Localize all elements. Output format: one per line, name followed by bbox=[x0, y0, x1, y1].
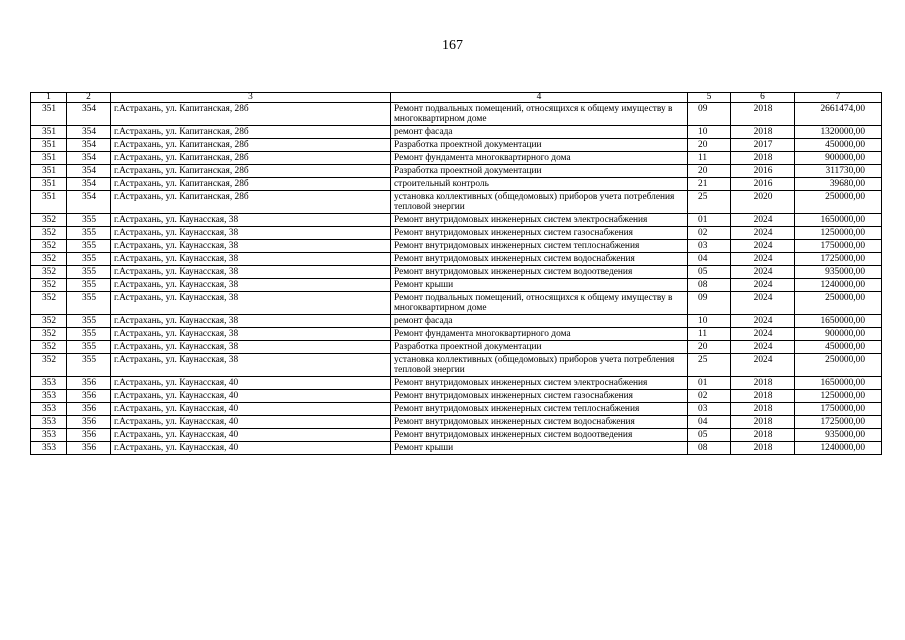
address-cell: г.Астрахань, ул. Капитанская, 28б bbox=[111, 139, 391, 152]
house-id-cell: 355 bbox=[67, 214, 111, 227]
row-index-cell: 352 bbox=[31, 292, 67, 315]
address-cell: г.Астрахань, ул. Каунасская, 38 bbox=[111, 315, 391, 328]
work-code-cell: 04 bbox=[688, 253, 731, 266]
page-number: 167 bbox=[442, 38, 463, 53]
cost-cell: 1250000,00 bbox=[795, 390, 882, 403]
work-code-cell: 11 bbox=[688, 328, 731, 341]
house-id-cell: 355 bbox=[67, 315, 111, 328]
work-code-cell: 10 bbox=[688, 126, 731, 139]
house-id-cell: 354 bbox=[67, 191, 111, 214]
address-cell: г.Астрахань, ул. Капитанская, 28б bbox=[111, 178, 391, 191]
house-id-cell: 354 bbox=[67, 165, 111, 178]
work-code-cell: 21 bbox=[688, 178, 731, 191]
cost-cell: 900000,00 bbox=[795, 152, 882, 165]
work-code-cell: 09 bbox=[688, 292, 731, 315]
address-cell: г.Астрахань, ул. Каунасская, 40 bbox=[111, 377, 391, 390]
house-id-cell: 355 bbox=[67, 279, 111, 292]
work-code-cell: 20 bbox=[688, 165, 731, 178]
house-id-cell: 355 bbox=[67, 227, 111, 240]
work-type-cell: Ремонт внутридомовых инженерных систем теплоснабжения bbox=[391, 403, 688, 416]
work-type-cell: ремонт фасада bbox=[391, 315, 688, 328]
row-index-cell: 353 bbox=[31, 390, 67, 403]
table-row bbox=[31, 165, 882, 178]
work-code-cell: 10 bbox=[688, 315, 731, 328]
house-id-cell: 354 bbox=[67, 126, 111, 139]
house-id-cell: 356 bbox=[67, 390, 111, 403]
house-id-cell: 356 bbox=[67, 416, 111, 429]
address-cell: г.Астрахань, ул. Капитанская, 28б bbox=[111, 126, 391, 139]
address-cell: г.Астрахань, ул. Капитанская, 28б bbox=[111, 152, 391, 165]
work-type-cell: Ремонт внутридомовых инженерных систем теплоснабжения bbox=[391, 240, 688, 253]
column-number: 2 bbox=[67, 93, 111, 103]
row-index-cell: 353 bbox=[31, 429, 67, 442]
work-code-cell: 09 bbox=[688, 103, 731, 126]
house-id-cell: 355 bbox=[67, 266, 111, 279]
year-cell: 2024 bbox=[731, 227, 795, 240]
work-type-cell: Ремонт внутридомовых инженерных систем газоснабжения bbox=[391, 390, 688, 403]
year-cell: 2024 bbox=[731, 354, 795, 377]
work-type-cell: Ремонт внутридомовых инженерных систем водоотведения bbox=[391, 429, 688, 442]
year-cell: 2018 bbox=[731, 442, 795, 455]
column-number: 1 bbox=[31, 93, 67, 103]
row-index-cell: 352 bbox=[31, 328, 67, 341]
year-cell: 2017 bbox=[731, 139, 795, 152]
cost-cell: 250000,00 bbox=[795, 292, 882, 315]
cost-cell: 935000,00 bbox=[795, 429, 882, 442]
address-cell: г.Астрахань, ул. Каунасская, 38 bbox=[111, 227, 391, 240]
work-type-cell: Ремонт внутридомовых инженерных систем водоотведения bbox=[391, 266, 688, 279]
work-code-cell: 03 bbox=[688, 240, 731, 253]
address-cell: г.Астрахань, ул. Капитанская, 28б bbox=[111, 191, 391, 214]
row-index-cell: 351 bbox=[31, 103, 67, 126]
year-cell: 2024 bbox=[731, 240, 795, 253]
cost-cell: 450000,00 bbox=[795, 341, 882, 354]
row-index-cell: 351 bbox=[31, 126, 67, 139]
row-index-cell: 352 bbox=[31, 341, 67, 354]
house-id-cell: 355 bbox=[67, 253, 111, 266]
work-code-cell: 02 bbox=[688, 227, 731, 240]
row-index-cell: 352 bbox=[31, 315, 67, 328]
column-number-row bbox=[31, 93, 882, 103]
row-index-cell: 352 bbox=[31, 240, 67, 253]
cost-cell: 250000,00 bbox=[795, 191, 882, 214]
house-id-cell: 355 bbox=[67, 341, 111, 354]
work-type-cell: ремонт фасада bbox=[391, 126, 688, 139]
cost-cell: 1750000,00 bbox=[795, 240, 882, 253]
table-row bbox=[31, 315, 882, 328]
work-type-cell: Ремонт фундамента многоквартирного дома bbox=[391, 328, 688, 341]
house-id-cell: 355 bbox=[67, 292, 111, 315]
repair-registry-table bbox=[30, 92, 882, 455]
house-id-cell: 356 bbox=[67, 377, 111, 390]
house-id-cell: 355 bbox=[67, 240, 111, 253]
table-row bbox=[31, 103, 882, 126]
work-code-cell: 20 bbox=[688, 341, 731, 354]
work-type-cell: Ремонт фундамента многоквартирного дома bbox=[391, 152, 688, 165]
cost-cell: 1650000,00 bbox=[795, 315, 882, 328]
table-row bbox=[31, 139, 882, 152]
house-id-cell: 356 bbox=[67, 429, 111, 442]
address-cell: г.Астрахань, ул. Каунасская, 38 bbox=[111, 240, 391, 253]
year-cell: 2024 bbox=[731, 328, 795, 341]
work-code-cell: 01 bbox=[688, 377, 731, 390]
work-code-cell: 08 bbox=[688, 442, 731, 455]
work-code-cell: 11 bbox=[688, 152, 731, 165]
house-id-cell: 354 bbox=[67, 139, 111, 152]
year-cell: 2024 bbox=[731, 341, 795, 354]
year-cell: 2024 bbox=[731, 253, 795, 266]
address-cell: г.Астрахань, ул. Каунасская, 38 bbox=[111, 253, 391, 266]
work-code-cell: 08 bbox=[688, 279, 731, 292]
row-index-cell: 351 bbox=[31, 139, 67, 152]
work-type-cell: Разработка проектной документации bbox=[391, 139, 688, 152]
cost-cell: 1250000,00 bbox=[795, 227, 882, 240]
year-cell: 2018 bbox=[731, 429, 795, 442]
table-row bbox=[31, 279, 882, 292]
work-type-cell: Ремонт крыши bbox=[391, 279, 688, 292]
work-type-cell: установка коллективных (общедомовых) приборов учета потребления тепловой энергии bbox=[391, 191, 688, 214]
address-cell: г.Астрахань, ул. Каунасская, 38 bbox=[111, 214, 391, 227]
row-index-cell: 352 bbox=[31, 266, 67, 279]
year-cell: 2018 bbox=[731, 103, 795, 126]
work-code-cell: 04 bbox=[688, 416, 731, 429]
column-number: 7 bbox=[795, 93, 882, 103]
table-row bbox=[31, 429, 882, 442]
address-cell: г.Астрахань, ул. Каунасская, 38 bbox=[111, 279, 391, 292]
table-body bbox=[31, 93, 882, 455]
work-code-cell: 05 bbox=[688, 429, 731, 442]
table-row bbox=[31, 354, 882, 377]
year-cell: 2018 bbox=[731, 403, 795, 416]
work-type-cell: Ремонт внутридомовых инженерных систем электроснабжения bbox=[391, 214, 688, 227]
work-code-cell: 25 bbox=[688, 354, 731, 377]
work-type-cell: строительный контроль bbox=[391, 178, 688, 191]
work-code-cell: 02 bbox=[688, 390, 731, 403]
cost-cell: 1240000,00 bbox=[795, 279, 882, 292]
table-row bbox=[31, 341, 882, 354]
year-cell: 2024 bbox=[731, 292, 795, 315]
address-cell: г.Астрахань, ул. Каунасская, 38 bbox=[111, 292, 391, 315]
year-cell: 2024 bbox=[731, 214, 795, 227]
year-cell: 2016 bbox=[731, 165, 795, 178]
table-row bbox=[31, 152, 882, 165]
work-type-cell: Ремонт крыши bbox=[391, 442, 688, 455]
column-number: 5 bbox=[688, 93, 731, 103]
table-row bbox=[31, 191, 882, 214]
cost-cell: 900000,00 bbox=[795, 328, 882, 341]
cost-cell: 250000,00 bbox=[795, 354, 882, 377]
row-index-cell: 352 bbox=[31, 253, 67, 266]
cost-cell: 1320000,00 bbox=[795, 126, 882, 139]
house-id-cell: 356 bbox=[67, 403, 111, 416]
table-row bbox=[31, 253, 882, 266]
table-row bbox=[31, 442, 882, 455]
cost-cell: 39680,00 bbox=[795, 178, 882, 191]
year-cell: 2018 bbox=[731, 390, 795, 403]
table-row bbox=[31, 266, 882, 279]
cost-cell: 2661474,00 bbox=[795, 103, 882, 126]
year-cell: 2018 bbox=[731, 152, 795, 165]
address-cell: г.Астрахань, ул. Каунасская, 40 bbox=[111, 416, 391, 429]
address-cell: г.Астрахань, ул. Каунасская, 40 bbox=[111, 403, 391, 416]
cost-cell: 1725000,00 bbox=[795, 416, 882, 429]
year-cell: 2018 bbox=[731, 416, 795, 429]
cost-cell: 1650000,00 bbox=[795, 214, 882, 227]
address-cell: г.Астрахань, ул. Капитанская, 28б bbox=[111, 165, 391, 178]
row-index-cell: 351 bbox=[31, 178, 67, 191]
cost-cell: 1725000,00 bbox=[795, 253, 882, 266]
row-index-cell: 351 bbox=[31, 152, 67, 165]
table-row bbox=[31, 403, 882, 416]
address-cell: г.Астрахань, ул. Каунасская, 38 bbox=[111, 328, 391, 341]
table-row bbox=[31, 390, 882, 403]
house-id-cell: 354 bbox=[67, 178, 111, 191]
cost-cell: 1650000,00 bbox=[795, 377, 882, 390]
row-index-cell: 351 bbox=[31, 165, 67, 178]
cost-cell: 1240000,00 bbox=[795, 442, 882, 455]
address-cell: г.Астрахань, ул. Каунасская, 40 bbox=[111, 442, 391, 455]
work-type-cell: Ремонт внутридомовых инженерных систем газоснабжения bbox=[391, 227, 688, 240]
address-cell: г.Астрахань, ул. Каунасская, 38 bbox=[111, 354, 391, 377]
row-index-cell: 352 bbox=[31, 227, 67, 240]
table-row bbox=[31, 126, 882, 139]
work-type-cell: Ремонт подвальных помещений, относящихся к общему имуществу в многоквартирном доме bbox=[391, 103, 688, 126]
year-cell: 2018 bbox=[731, 377, 795, 390]
house-id-cell: 356 bbox=[67, 442, 111, 455]
table-row bbox=[31, 227, 882, 240]
row-index-cell: 352 bbox=[31, 214, 67, 227]
address-cell: г.Астрахань, ул. Каунасская, 40 bbox=[111, 390, 391, 403]
cost-cell: 1750000,00 bbox=[795, 403, 882, 416]
address-cell: г.Астрахань, ул. Капитанская, 28б bbox=[111, 103, 391, 126]
table-row bbox=[31, 416, 882, 429]
table-row bbox=[31, 292, 882, 315]
house-id-cell: 354 bbox=[67, 152, 111, 165]
address-cell: г.Астрахань, ул. Каунасская, 40 bbox=[111, 429, 391, 442]
column-number: 3 bbox=[111, 93, 391, 103]
year-cell: 2016 bbox=[731, 178, 795, 191]
work-type-cell: Ремонт внутридомовых инженерных систем водоснабжения bbox=[391, 253, 688, 266]
year-cell: 2018 bbox=[731, 126, 795, 139]
work-type-cell: Ремонт подвальных помещений, относящихся к общему имуществу в многоквартирном доме bbox=[391, 292, 688, 315]
row-index-cell: 353 bbox=[31, 403, 67, 416]
house-id-cell: 354 bbox=[67, 103, 111, 126]
row-index-cell: 353 bbox=[31, 416, 67, 429]
year-cell: 2024 bbox=[731, 279, 795, 292]
work-type-cell: Ремонт внутридомовых инженерных систем электроснабжения bbox=[391, 377, 688, 390]
row-index-cell: 352 bbox=[31, 354, 67, 377]
table-row bbox=[31, 240, 882, 253]
work-code-cell: 20 bbox=[688, 139, 731, 152]
year-cell: 2024 bbox=[731, 266, 795, 279]
address-cell: г.Астрахань, ул. Каунасская, 38 bbox=[111, 266, 391, 279]
row-index-cell: 351 bbox=[31, 191, 67, 214]
work-code-cell: 03 bbox=[688, 403, 731, 416]
work-type-cell: Разработка проектной документации bbox=[391, 341, 688, 354]
column-number: 4 bbox=[391, 93, 688, 103]
row-index-cell: 353 bbox=[31, 442, 67, 455]
work-type-cell: установка коллективных (общедомовых) приборов учета потребления тепловой энергии bbox=[391, 354, 688, 377]
year-cell: 2020 bbox=[731, 191, 795, 214]
cost-cell: 935000,00 bbox=[795, 266, 882, 279]
table-row bbox=[31, 178, 882, 191]
house-id-cell: 355 bbox=[67, 354, 111, 377]
cost-cell: 450000,00 bbox=[795, 139, 882, 152]
year-cell: 2024 bbox=[731, 315, 795, 328]
column-number: 6 bbox=[731, 93, 795, 103]
row-index-cell: 352 bbox=[31, 279, 67, 292]
table-row bbox=[31, 377, 882, 390]
work-code-cell: 01 bbox=[688, 214, 731, 227]
table-row bbox=[31, 328, 882, 341]
work-code-cell: 25 bbox=[688, 191, 731, 214]
house-id-cell: 355 bbox=[67, 328, 111, 341]
work-type-cell: Разработка проектной документации bbox=[391, 165, 688, 178]
work-type-cell: Ремонт внутридомовых инженерных систем водоснабжения bbox=[391, 416, 688, 429]
cost-cell: 311730,00 bbox=[795, 165, 882, 178]
table-row bbox=[31, 214, 882, 227]
address-cell: г.Астрахань, ул. Каунасская, 38 bbox=[111, 341, 391, 354]
row-index-cell: 353 bbox=[31, 377, 67, 390]
work-code-cell: 05 bbox=[688, 266, 731, 279]
